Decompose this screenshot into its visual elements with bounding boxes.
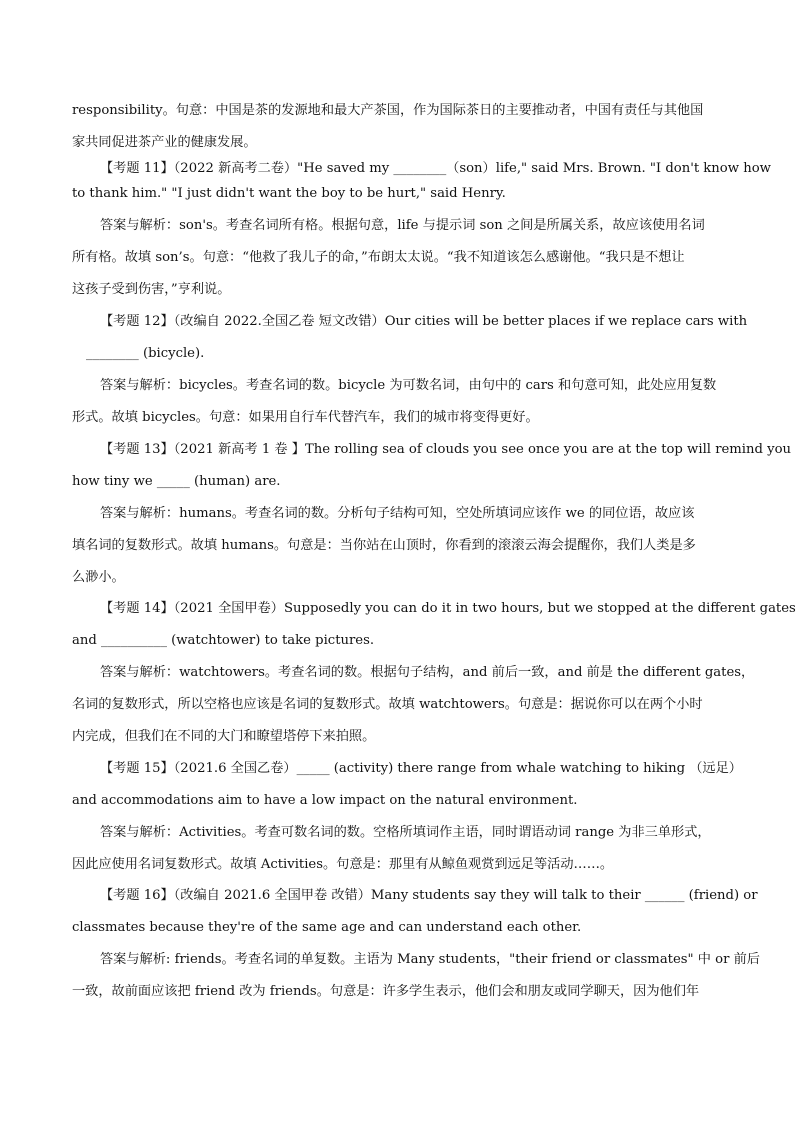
answer-12-line-1: 答案与解析：bicycles。考查名词的数。bicycle 为可数名词，由句中的 cars 和句意可知，此处应用复数	[100, 378, 717, 393]
answer-13-line-2: 填名词的复数形式。故填 humans。句意是：当你站在山顶时，你看到的滚滚云海会提醒你，我们人类是多	[72, 538, 696, 553]
answer-12-line-2: 形式。故填 bicycles。句意：如果用自行车代替汽车，我们的城市将变得更好。	[72, 410, 539, 425]
text-line: responsibility。句意：中国是茶的发源地和最大产茶国，作为国际茶日的主要推动者，中国有责任与其他国	[72, 103, 704, 118]
answer-11-line-2: 所有格。故填 son’s。句意：“他救了我儿子的命，”布朗太太说。“我不知道该怎么感谢他。“我只是不想让	[72, 250, 685, 265]
answer-16-line-2: 一致，故前面应该把 friend 改为 friends。句意是：许多学生表示，他们会和朋友或同学聊天，因为他们年	[72, 984, 700, 999]
question-12-line-1: 【考题 12】（改编自 2022.全国乙卷 短文改错）Our cities will be better places if we replace cars with	[100, 314, 748, 329]
question-14-line-1: 【考题 14】（2021 全国甲卷）Supposedly you can do it in two hours, but we stopped at the different gates	[100, 601, 796, 616]
question-11-line-1: 【考题 11】（2022 新高考二卷）"He saved my ________（son）life," said Mrs. Brown. "I don't know how	[100, 161, 771, 176]
question-15-line-1: 【考题 15】（2021.6 全国乙卷）_____ (activity) there range from whale watching to hiking （远足）	[100, 761, 742, 776]
answer-13-line-3: 么渺小。	[72, 570, 125, 585]
question-11-line-2: to thank him." "I just didn't want the boy to be hurt," said Henry.	[72, 186, 506, 201]
text-line: 家共同促进茶产业的健康发展。	[72, 135, 257, 150]
question-15-line-2: and accommodations aim to have a low impact on the natural environment.	[72, 793, 578, 808]
answer-11-line-3: 这孩子受到伤害，”亨利说。	[72, 282, 231, 297]
question-16-line-2: classmates because they're of the same age and can understand each other.	[72, 920, 582, 935]
answer-14-line-3: 内完成，但我们在不同的大门和瞭望塔停下来拍照。	[72, 729, 376, 744]
question-16-line-1: 【考题 16】（改编自 2021.6 全国甲卷 改错）Many students say they will talk to their ______ (friend) or	[100, 888, 758, 903]
answer-13-line-1: 答案与解析：humans。考查名词的数。分析句子结构可知，空处所填词应该作 we 的同位语，故应该	[100, 506, 695, 521]
answer-11-line-1: 答案与解析：son's。考查名词所有格。根据句意，life 与提示词 son 之间是所属关系，故应该使用名词	[100, 218, 705, 233]
question-13-line-1: 【考题 13】（2021 新高考 1 卷 】The rolling sea of clouds you see once you are at the top will remind you	[100, 442, 792, 457]
answer-16-line-1: 答案与解析: friends。考查名词的单复数。主语为 Many students，"their friend or classmates" 中 or 前后	[100, 952, 760, 967]
answer-15-line-1: 答案与解析：Activities。考查可数名词的数。空格所填词作主语，同时谓语动词 range 为非三单形式，	[100, 825, 711, 840]
answer-14-line-1: 答案与解析：watchtowers。考查名词的数。根据句子结构，and 前后一致，and 前是 the different gates，	[100, 665, 755, 680]
answer-14-line-2: 名词的复数形式，所以空格也应该是名词的复数形式。故填 watchtowers。句意是：据说你可以在两个小时	[72, 697, 703, 712]
question-12-line-2: ________ (bicycle).	[86, 346, 205, 361]
question-14-line-2: and __________ (watchtower) to take pictures.	[72, 633, 375, 648]
answer-15-line-2: 因此应使用名词复数形式。故填 Activities。句意是：那里有从鲸鱼观赏到远足等活动……。	[72, 857, 614, 872]
question-13-line-2: how tiny we _____ (human) are.	[72, 474, 281, 489]
